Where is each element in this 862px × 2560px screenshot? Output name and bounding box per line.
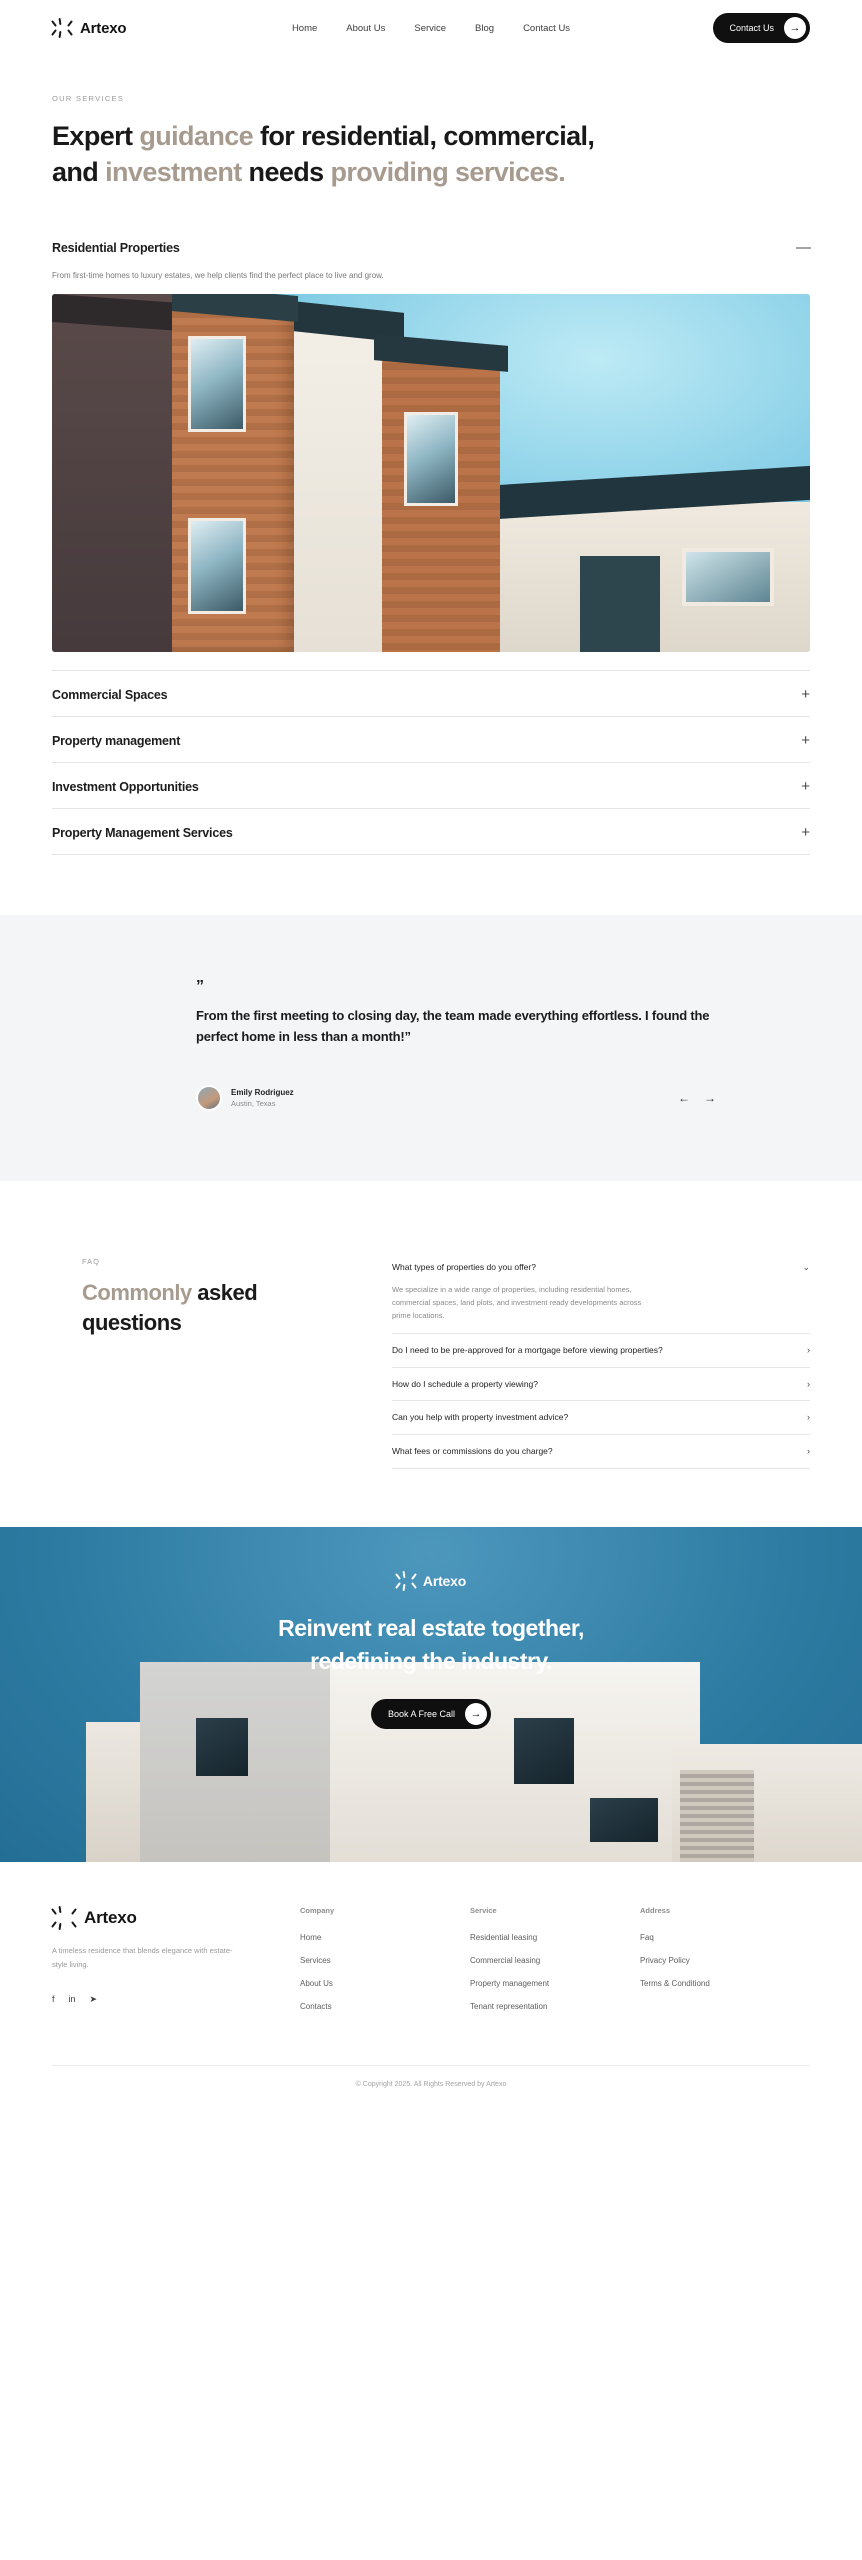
book-a-free-call-button[interactable]	[371, 1699, 491, 1729]
faq-list	[392, 1231, 810, 1469]
headline-part-3: for residential, commercial, and	[52, 121, 595, 187]
testimonial-controls	[678, 1091, 716, 1105]
faq-eyebrow: FAQ	[82, 1257, 101, 1267]
faq-question-row[interactable]	[392, 1262, 810, 1274]
faq-answer: We specialize in a wide range of properties, including residential homes, commercial spaces, land plots, and investment ready developments across prime locations.	[392, 1285, 642, 1321]
testimonial-location: Austin, Texas	[231, 1099, 276, 1109]
nav-item-home[interactable]: Home	[291, 22, 318, 34]
accordion-header-commercial[interactable]	[52, 671, 810, 716]
faq-question: Can you help with property investment advice?	[392, 1412, 569, 1423]
faq-item-investment-advice	[392, 1401, 810, 1435]
footer-link-services[interactable]: Services	[300, 1956, 331, 1966]
footer-link-about-us[interactable]: About Us	[300, 1979, 333, 1989]
accordion-header-investment[interactable]	[52, 763, 810, 808]
testimonial-footer	[196, 1085, 716, 1111]
site-footer	[0, 1862, 862, 2108]
facebook-icon[interactable]: f	[52, 1993, 55, 2004]
services-section	[0, 56, 862, 915]
faq-heading-block	[52, 1231, 352, 1469]
minus-icon[interactable]: —	[796, 239, 811, 257]
footer-social-links	[52, 1994, 300, 2005]
faq-question: What types of properties do you offer?	[392, 1262, 536, 1273]
brand-name: Artexo	[80, 19, 127, 37]
faq-question: How do I schedule a property viewing?	[392, 1378, 538, 1389]
plus-icon[interactable]: +	[801, 732, 810, 750]
page-title	[52, 119, 612, 190]
faq-item-pre-approved	[392, 1334, 810, 1368]
faq-item-property-types	[392, 1251, 810, 1333]
site-header	[0, 0, 862, 56]
footer-link-terms[interactable]: Terms & Conditiond	[640, 1979, 710, 1989]
accordion-title: Commercial Spaces	[52, 687, 168, 702]
footer-link-home[interactable]: Home	[300, 1933, 322, 1943]
accordion-title: Property Management Services	[52, 825, 233, 840]
footer-column-title: Address	[640, 1906, 671, 1916]
footer-link-faq[interactable]: Faq	[640, 1933, 654, 1943]
footer-link-tenant-representation[interactable]: Tenant representation	[470, 2002, 548, 2012]
services-accordion	[52, 224, 810, 855]
accordion-description: From first-time homes to luxury estates, we help clients find the perfect place to live and grow.	[52, 271, 384, 281]
chevron-right-icon[interactable]: ›	[807, 1378, 810, 1389]
faq-question-row[interactable]	[392, 1379, 810, 1391]
plus-icon[interactable]: +	[801, 778, 810, 796]
arrow-right-icon: →	[465, 1703, 487, 1725]
testimonial-text: From the first meeting to closing day, the team made everything effortless. I found the perfect home in less than a month!”	[196, 1008, 710, 1045]
accordion-item-investment	[52, 763, 810, 809]
arrow-right-icon[interactable]: →	[704, 1091, 716, 1106]
footer-column-title: Company	[300, 1906, 335, 1916]
chevron-right-icon[interactable]: ›	[807, 1446, 810, 1457]
quote-icon: ”	[196, 978, 204, 996]
footer-link-commercial-leasing[interactable]: Commercial leasing	[470, 1956, 541, 1966]
nav-item-contact-us[interactable]: Contact Us	[523, 22, 571, 34]
footer-copyright: © Copyright 2025. All Rights Reserved by Artexo	[355, 2081, 507, 2089]
accordion-item-residential	[52, 224, 810, 671]
cta-brand-logo	[396, 1571, 466, 1591]
footer-column-address	[640, 1906, 810, 2025]
footer-description: A timeless residence that blends elegance with estate-style living.	[52, 1946, 233, 1970]
headline-part-1: Expert	[52, 121, 140, 151]
nav-item-about-us[interactable]: About Us	[346, 22, 386, 34]
cta-brand-name: Artexo	[422, 1573, 467, 1590]
faq-question-row[interactable]	[392, 1446, 810, 1458]
faq-question: Do I need to be pre-approved for a mortgage before viewing properties?	[392, 1344, 663, 1355]
footer-link-property-management[interactable]: Property management	[470, 1979, 550, 1989]
footer-brand-logo[interactable]	[52, 1906, 300, 1930]
header-contact-button[interactable]	[713, 13, 810, 43]
cta-title: Reinvent real estate together, redefining the industry.	[278, 1615, 584, 1674]
footer-link-contacts[interactable]: Contacts	[300, 2002, 332, 2012]
arrow-right-icon: →	[784, 17, 806, 39]
headline-part-5: needs	[241, 156, 331, 187]
headline-part-4: investment	[105, 156, 242, 187]
sparkle-icon	[52, 18, 72, 38]
accordion-header-residential[interactable]	[52, 224, 810, 269]
plus-icon[interactable]: +	[801, 824, 810, 842]
brand-logo[interactable]	[52, 18, 126, 38]
accordion-body-residential	[52, 271, 810, 670]
primary-nav	[292, 23, 570, 34]
accordion-header-property-management[interactable]	[52, 717, 810, 762]
sparkle-icon	[396, 1571, 416, 1591]
avatar	[196, 1085, 222, 1111]
faq-item-schedule-viewing	[392, 1368, 810, 1402]
chevron-right-icon[interactable]: ›	[807, 1344, 810, 1355]
header-contact-label: Contact Us	[729, 23, 774, 33]
headline-part-2: guidance	[139, 121, 254, 151]
footer-brand-name: Artexo	[84, 1908, 137, 1928]
footer-column-company	[300, 1906, 470, 2025]
footer-link-residential-leasing[interactable]: Residential leasing	[470, 1933, 538, 1943]
footer-link-privacy-policy[interactable]: Privacy Policy	[640, 1956, 690, 1966]
chevron-right-icon[interactable]: ›	[807, 1412, 810, 1423]
accordion-item-commercial	[52, 671, 810, 717]
faq-question-row[interactable]	[392, 1412, 810, 1424]
sparkle-icon	[52, 1906, 76, 1930]
services-eyebrow: OUR SERVICES	[52, 94, 125, 103]
accordion-item-property-management	[52, 717, 810, 763]
testimonial-section	[0, 915, 862, 1181]
nav-item-service[interactable]: Service	[414, 22, 447, 34]
faq-title-part-2: asked questions	[82, 1280, 258, 1336]
linkedin-icon[interactable]: in	[68, 1993, 76, 2004]
accordion-title: Residential Properties	[52, 240, 180, 255]
faq-section	[0, 1181, 862, 1527]
footer-column-service	[470, 1906, 640, 2025]
footer-column-title: Service	[470, 1906, 497, 1916]
accordion-title: Investment Opportunities	[52, 779, 199, 794]
arrow-left-icon[interactable]: ←	[678, 1091, 690, 1106]
plus-icon[interactable]: +	[801, 686, 810, 704]
accordion-item-property-management-services	[52, 809, 810, 855]
nav-item-blog[interactable]: Blog	[475, 22, 495, 34]
residential-property-photo	[52, 294, 810, 652]
faq-item-fees	[392, 1435, 810, 1469]
accordion-title: Property management	[52, 733, 181, 748]
accordion-header-property-management-services[interactable]	[52, 809, 810, 854]
faq-question: What fees or commissions do you charge?	[392, 1446, 553, 1457]
testimonial-author: Emily Rodriguez	[231, 1088, 294, 1098]
faq-question-row[interactable]	[392, 1345, 810, 1357]
book-a-free-call-label: Book A Free Call	[387, 1709, 456, 1720]
telegram-icon[interactable]: ➤	[89, 1993, 98, 2004]
cta-banner	[0, 1527, 862, 1862]
chevron-down-icon[interactable]: ⌄	[802, 1262, 810, 1273]
faq-title	[82, 1278, 352, 1337]
headline-part-6: providing services.	[330, 156, 566, 187]
faq-title-part-1: Commonly	[82, 1280, 192, 1306]
